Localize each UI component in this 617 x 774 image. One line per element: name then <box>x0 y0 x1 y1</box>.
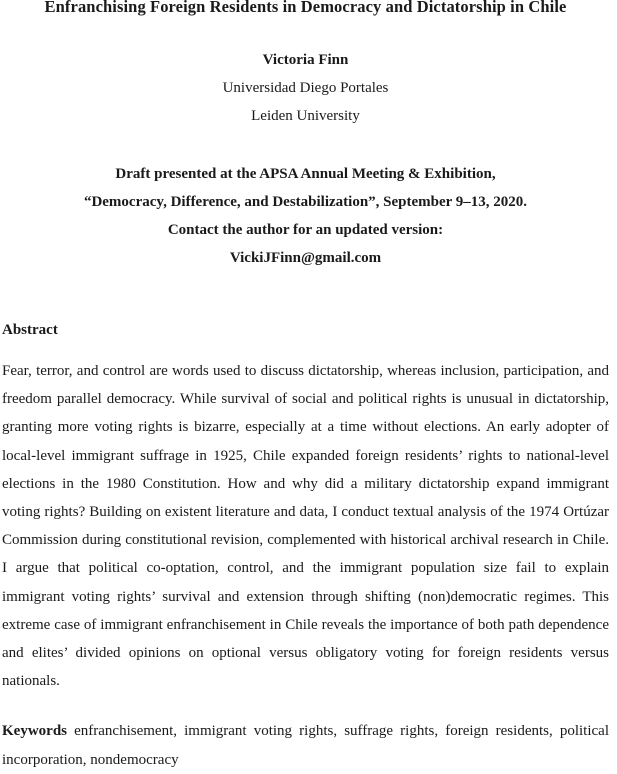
keywords-section <box>2 717 609 773</box>
contact-email: VickiJFinn@gmail.com <box>229 250 382 266</box>
abstract-heading: Abstract <box>2 322 58 338</box>
author-block <box>2 46 609 130</box>
conference-theme-line: “Democracy, Difference, and Destabilization”, September 9–13, 2020. <box>83 194 528 210</box>
keywords-list: enfranchisement, immigrant voting rights, suffrage rights, foreign residents, political incorporation, nondemocracy <box>2 723 609 768</box>
page-title: Enfranchising Foreign Residents in Democracy and Dictatorship in Chile <box>44 0 567 16</box>
author-name: Victoria Finn <box>262 52 349 68</box>
author-affiliation-secondary: Leiden University <box>251 108 360 124</box>
abstract-body-text: Fear, terror, and control are words used to discuss dictatorship, whereas inclusion, participation, and freedom parallel democracy. While survival of social and political rights is unusual in dictatorship, granting more voting rights is bizarre, especially at a time without elections. An early adopter of local-level immigrant suffrage in 1925, Chile expanded foreign residents’ rights to national-level elections in the 1980 Constitution. How and why did a military dictatorship expand immigrant voting rights? Building on existent literature and data, I conduct textual analysis of the 1974 Ortúzar Commission during constitutional revision, complemented with historical archival research in Chile. I argue that political co-optation, control, and the immigrant population size fail to explain immigrant voting rights’ survival and extension through shifting (non)democratic regimes. This extreme case of immigrant enfranchisement in Chile reveals the importance of both path dependence and elites’ divided opinions on optional versus obligatory voting for foreign residents versus nationals. <box>2 363 609 690</box>
conference-draft-line: Draft presented at the APSA Annual Meeting & Exhibition, <box>115 166 496 182</box>
contact-instruction-line: Contact the author for an updated version: <box>167 222 444 238</box>
abstract-section <box>2 316 609 695</box>
keywords-label: Keywords <box>2 723 67 740</box>
author-affiliation-primary: Universidad Diego Portales <box>222 80 389 96</box>
conference-note-block <box>2 160 609 272</box>
